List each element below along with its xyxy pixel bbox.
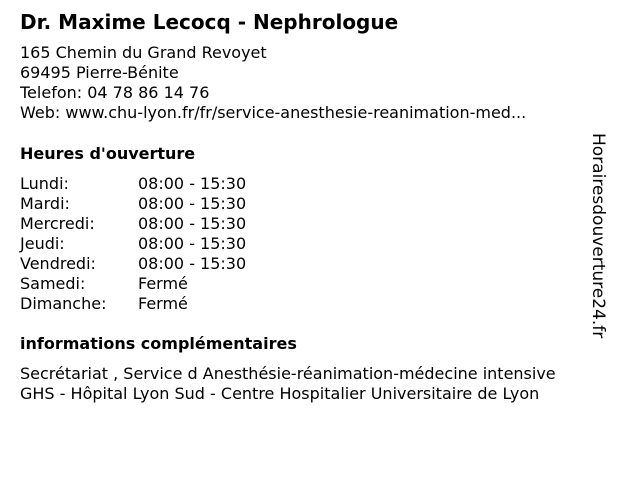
opening-hours-heading: Heures d'ouverture	[20, 144, 196, 163]
website-link[interactable]: Web: www.chu-lyon.fr/fr/service-anesthesie-reanimation-med...	[20, 103, 527, 122]
day-label: Lundi:	[20, 174, 69, 193]
day-label: Jeudi:	[20, 234, 65, 253]
day-label: Samedi:	[20, 274, 86, 293]
city-postal-code: 69495 Pierre-Bénite	[20, 63, 179, 82]
phone-number: Telefon: 04 78 86 14 76	[20, 83, 210, 102]
page-title: Dr. Maxime Lecocq - Nephrologue	[20, 10, 399, 34]
additional-info-block	[20, 364, 556, 404]
day-label: Dimanche:	[20, 294, 107, 313]
hours-value: 08:00 - 15:30	[138, 174, 247, 193]
day-label: Vendredi:	[20, 254, 96, 273]
site-watermark: Horairesdouverture24.fr	[588, 133, 608, 339]
hours-value: 08:00 - 15:30	[138, 254, 247, 273]
hours-value: Fermé	[138, 294, 188, 313]
hours-value: Fermé	[138, 274, 188, 293]
address-block	[20, 43, 526, 123]
hours-value: 08:00 - 15:30	[138, 194, 247, 213]
info-line-department: Secrétariat , Service d Anesthésie-réanimation-médecine intensive	[20, 364, 556, 383]
day-label: Mardi:	[20, 194, 70, 213]
additional-info-heading: informations complémentaires	[20, 334, 297, 353]
hours-value: 08:00 - 15:30	[138, 214, 247, 233]
street-address: 165 Chemin du Grand Revoyet	[20, 43, 267, 62]
day-label: Mercredi:	[20, 214, 95, 233]
hours-value: 08:00 - 15:30	[138, 234, 247, 253]
info-line-hospital: GHS - Hôpital Lyon Sud - Centre Hospitalier Universitaire de Lyon	[20, 384, 540, 403]
